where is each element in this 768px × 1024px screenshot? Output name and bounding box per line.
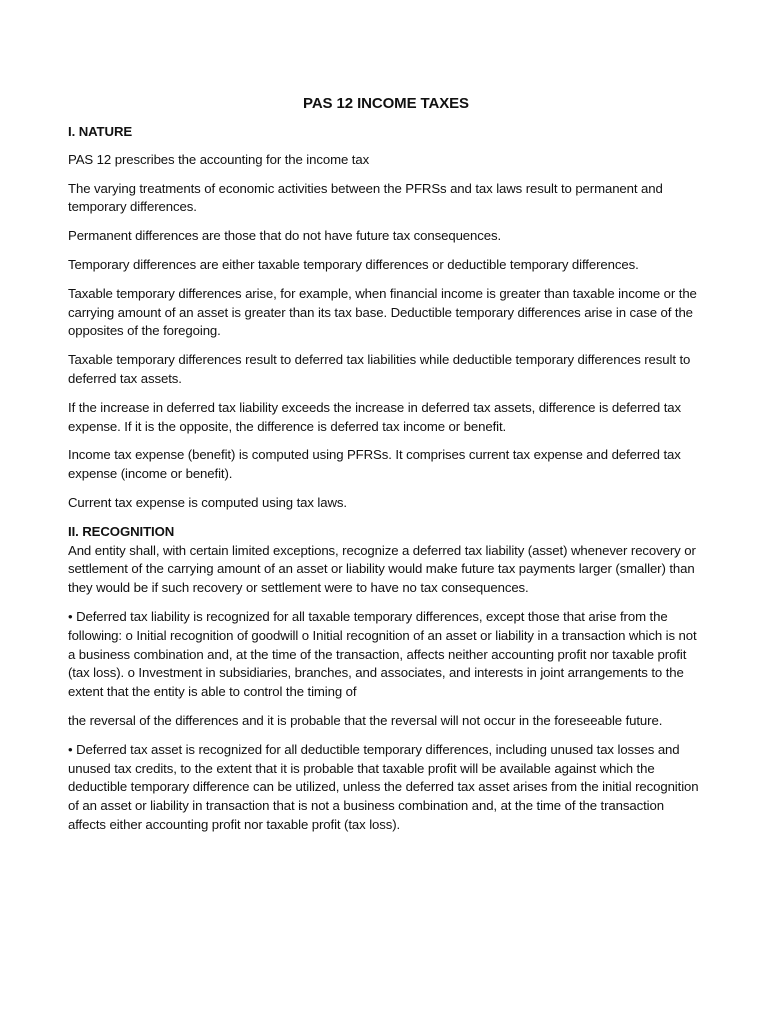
paragraph: the reversal of the differences and it is probable that the reversal will not occur in the foreseeable future. xyxy=(68,712,663,728)
paragraph: Current tax expense is computed using tax laws. xyxy=(68,494,347,510)
paragraph: Permanent differences are those that do not have future tax consequences. xyxy=(68,228,502,244)
paragraph: Income tax expense (benefit) is computed using PFRSs. It comprises current tax expense and deferred tax expense (income or benefit). xyxy=(68,447,681,482)
section-heading-recognition: II. RECOGNITION xyxy=(68,523,175,539)
document-body xyxy=(68,94,704,845)
paragraph: Taxable temporary differences result to deferred tax liabilities while deductible temporary differences result to deferred tax assets. xyxy=(68,352,691,386)
bullet-paragraph: • Deferred tax asset is recognized for all deductible temporary differences, including unused tax losses and unused tax credits, to the extent that it is probable that taxable profit will be available against which the deductible temporary difference can be utilized, unless the deferred tax asset arises from the initial recognition of an asset or liability in transaction that is not a business combination and, at the time of the transaction affects either accounting profit nor taxable profit (tax loss). xyxy=(68,741,699,832)
paragraph: And entity shall, with certain limited exceptions, recognize a deferred tax liability (asset) whenever recovery or settlement of the carrying amount of an asset or liability would make future tax payments larger (smaller) than they would be if such recovery or settlement were to have no tax consequences. xyxy=(68,542,696,596)
paragraph: Temporary differences are either taxable temporary differences or deductible temporary differences. xyxy=(68,256,639,272)
bullet-paragraph: • Deferred tax liability is recognized for all taxable temporary differences, except those that arise from the following: o Initial recognition of goodwill o Initial recognition of an asset or liability in a transaction which is not a business combination and, at the time of the transaction, affects neither accounting profit nor taxable profit (tax loss). o Investment in subsidiaries, branches, and associates, and interests in joint arrangements to the extent that the entity is able to control the timing of xyxy=(68,608,697,700)
paragraph: Taxable temporary differences arise, for example, when financial income is greater than taxable income or the carrying amount of an asset is greater than its tax base. Deductible temporary differences arise in case of the opposites of the foregoing. xyxy=(68,285,697,339)
paragraph: PAS 12 prescribes the accounting for the income tax xyxy=(68,151,370,167)
paragraph: If the increase in deferred tax liability exceeds the increase in deferred tax assets, difference is deferred tax expense. If it is the opposite, the difference is deferred tax income or benefit. xyxy=(68,399,682,434)
section-heading-nature: I. NATURE xyxy=(68,124,133,139)
document-title: PAS 12 INCOME TAXES xyxy=(303,95,469,112)
paragraph: The varying treatments of economic activities between the PFRSs and tax laws result to permanent and temporary differences. xyxy=(68,180,663,215)
